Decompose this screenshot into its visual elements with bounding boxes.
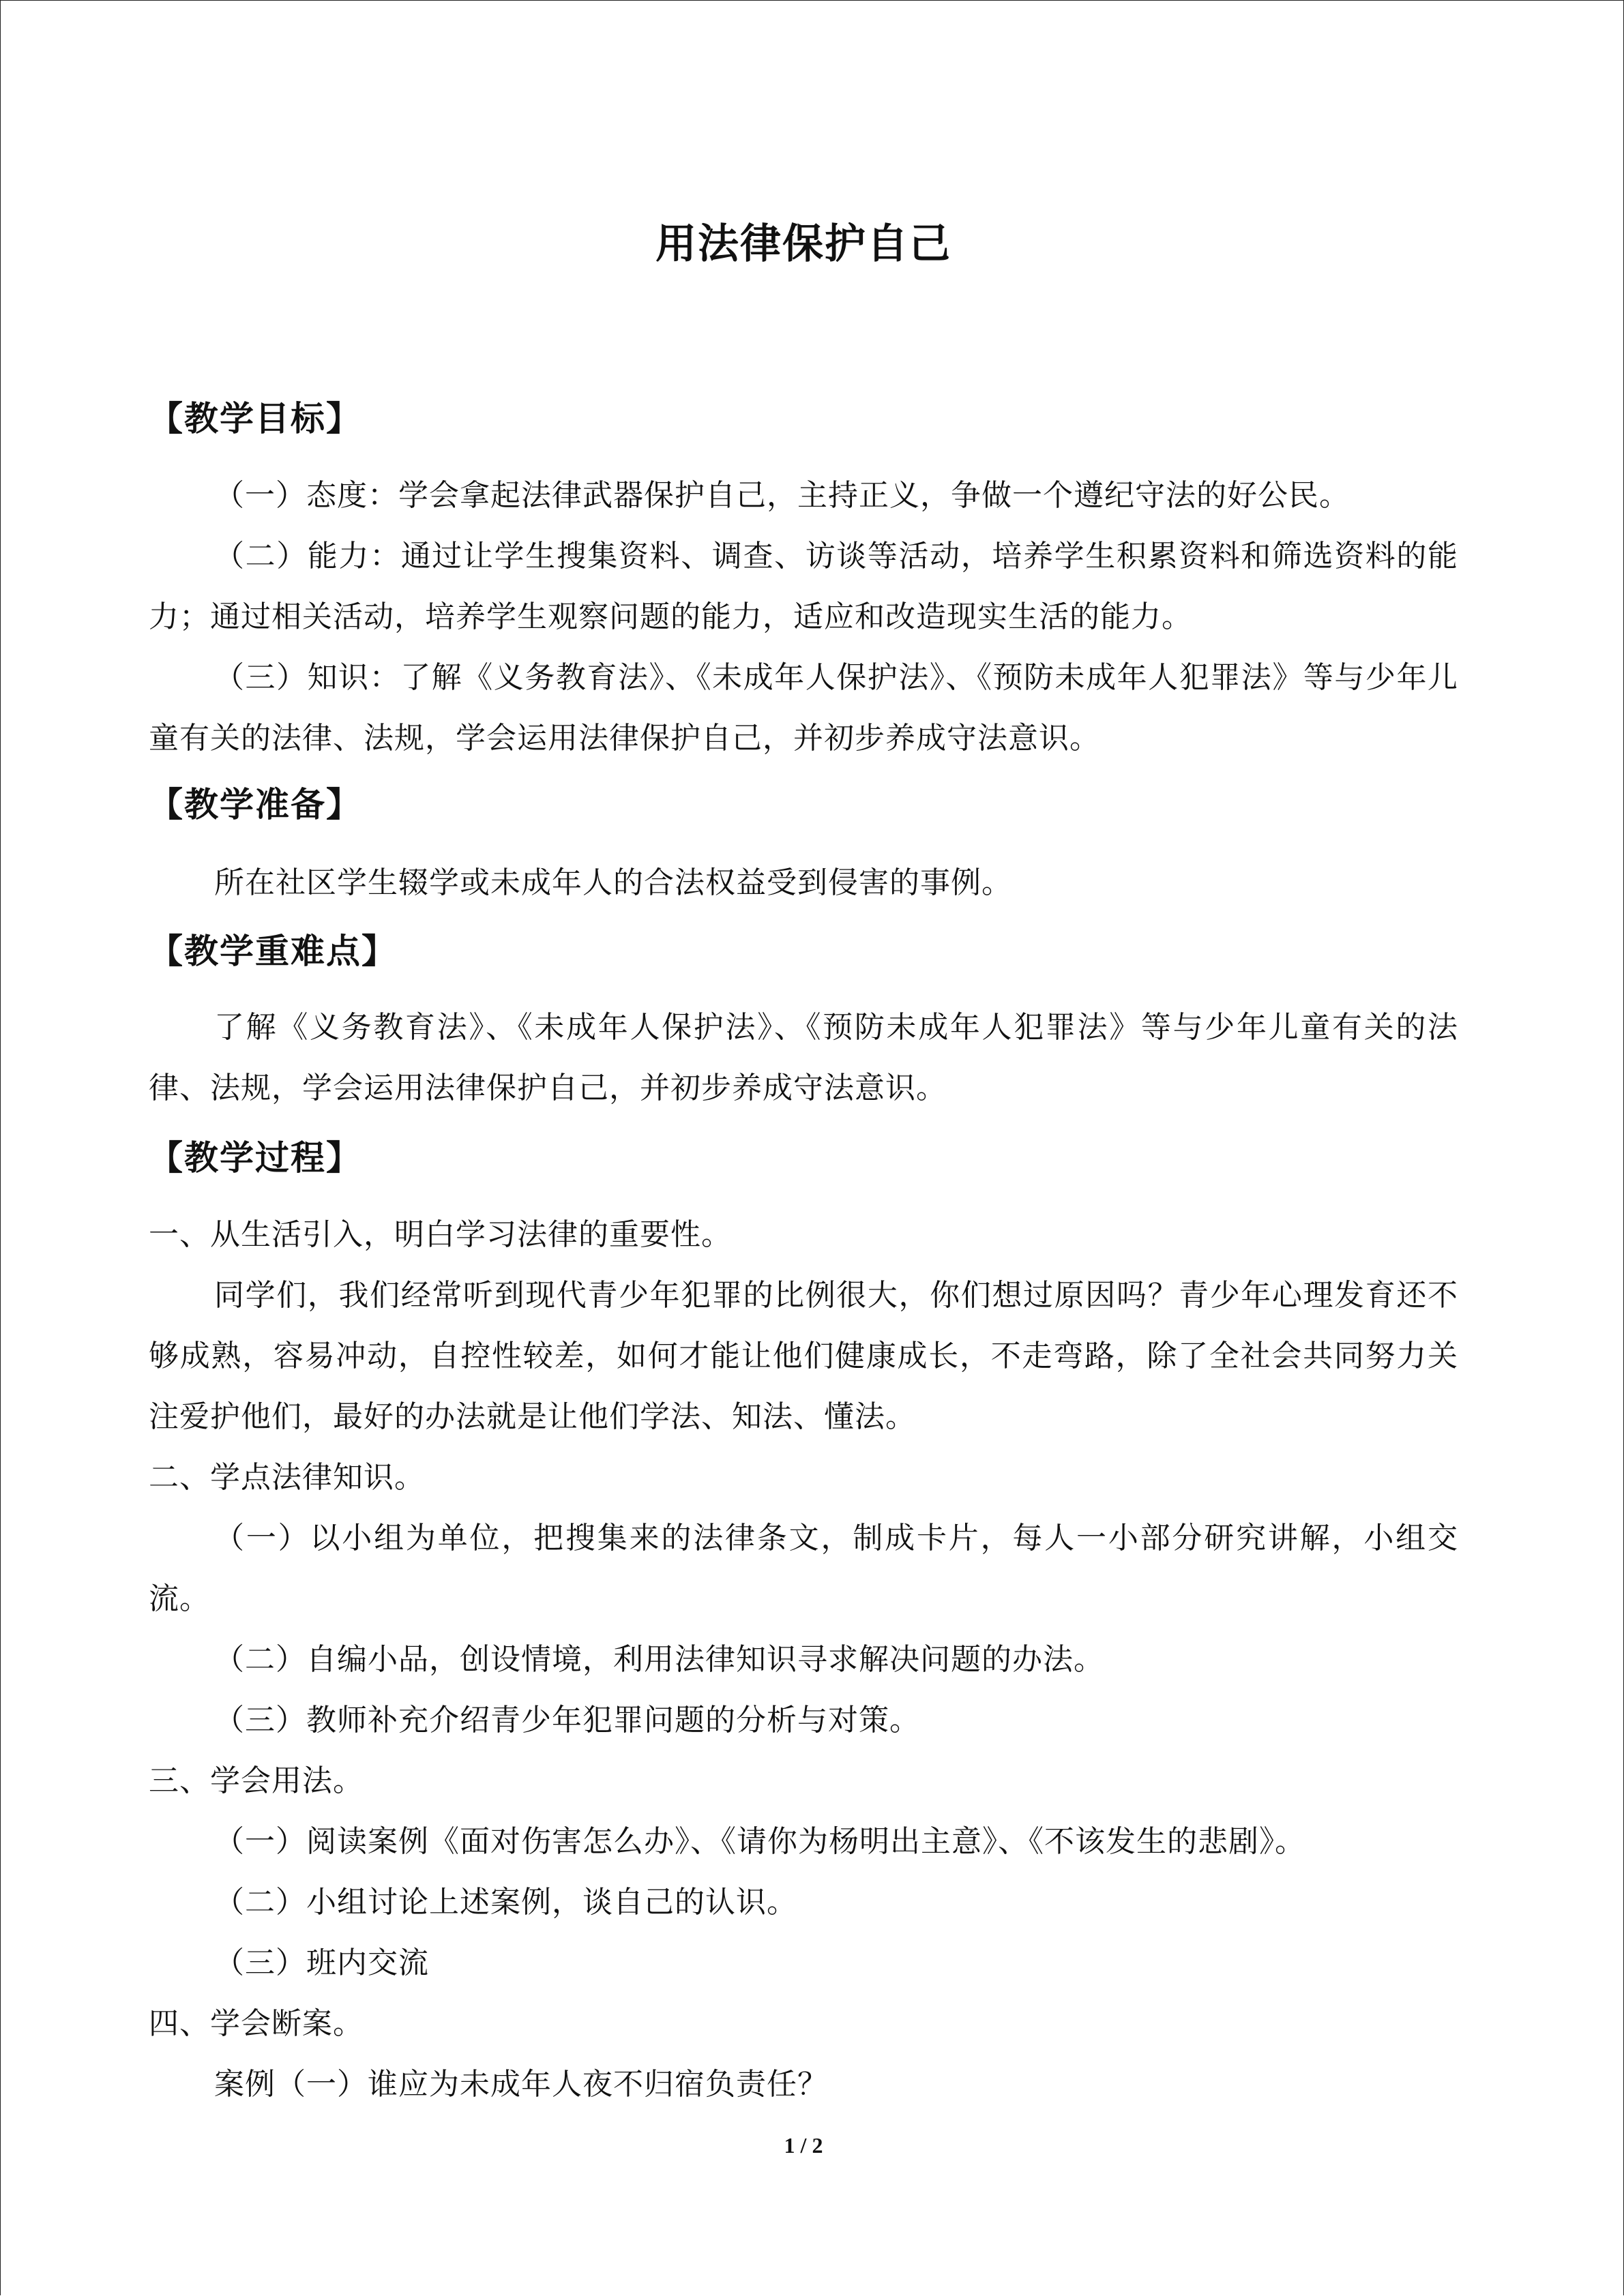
section-heading-goals: 【教学目标】 [149,399,361,438]
section-heading-process: 【教学过程】 [149,1138,361,1178]
process-step-3-item-3: （三）班内交流 [214,1945,429,1980]
key-text: 了解《义务教育法》、《未成年人保护法》、《预防未成年人犯罪法》等与少年儿童有关的法律、法规，学会运用法律保护自己，并初步养成守法意识。 [149,1010,1458,1105]
process-step-3: 三、学会用法。 [149,1763,364,1798]
goal-knowledge: （三）知识：了解《义务教育法》、《未成年人保护法》、《预防未成年人犯罪法》等与少年儿童有关的法律、法规，学会运用法律保护自己，并初步养成守法意识。 [149,660,1458,756]
goal-attitude: （一）态度：学会拿起法律武器保护自己，主持正义，争做一个遵纪守法的好公民。 [214,478,1350,513]
process-step-2-item-2: （二）自编小品，创设情境，利用法律知识寻求解决问题的办法。 [214,1642,1104,1677]
section-heading-prep: 【教学准备】 [149,785,361,824]
process-step-4-case: 案例（一）谁应为未成年人夜不归宿负责任？ [214,2067,828,2102]
goal-ability: （二）能力：通过让学生搜集资料、调查、访谈等活动，培养学生积累资料和筛选资料的能力；通过相关活动，培养学生观察问题的能力，适应和改造现实生活的能力。 [149,539,1458,634]
document-page [149,0,1458,2296]
process-step-3-item-1: （一）阅读案例《面对伤害怎么办》、《请你为杨明出主意》、《不该发生的悲剧》。 [214,1824,1305,1859]
process-step-2: 二、学点法律知识。 [149,1460,425,1495]
process-step-1-text: 同学们，我们经常听到现代青少年犯罪的比例很大，你们想过原因吗？青少年心理发育还不够成熟，容易冲动，自控性较差，如何才能让他们健康成长，不走弯路，除了全社会共同努力关注爱护他们，最好的办法就是让他们学法、知法、懂法。 [149,1278,1458,1434]
process-step-2-item-1: （一）以小组为单位，把搜集来的法律条文，制成卡片，每人一小部分研究讲解，小组交流。 [149,1521,1458,1616]
process-step-1: 一、从生活引入，明白学习法律的重要性。 [149,1217,732,1252]
page-number: 1 / 2 [784,2133,823,2158]
process-step-3-item-2: （二）小组讨论上述案例，谈自己的认识。 [214,1885,797,1920]
process-step-2-item-3: （三）教师补充介绍青少年犯罪问题的分析与对策。 [214,1703,920,1738]
process-step-4: 四、学会断案。 [149,2006,364,2041]
section-heading-key: 【教学重难点】 [149,931,397,971]
page-title: 用法律保护自己 [655,220,951,268]
prep-text: 所在社区学生辍学或未成年人的合法权益受到侵害的事例。 [214,865,1012,900]
